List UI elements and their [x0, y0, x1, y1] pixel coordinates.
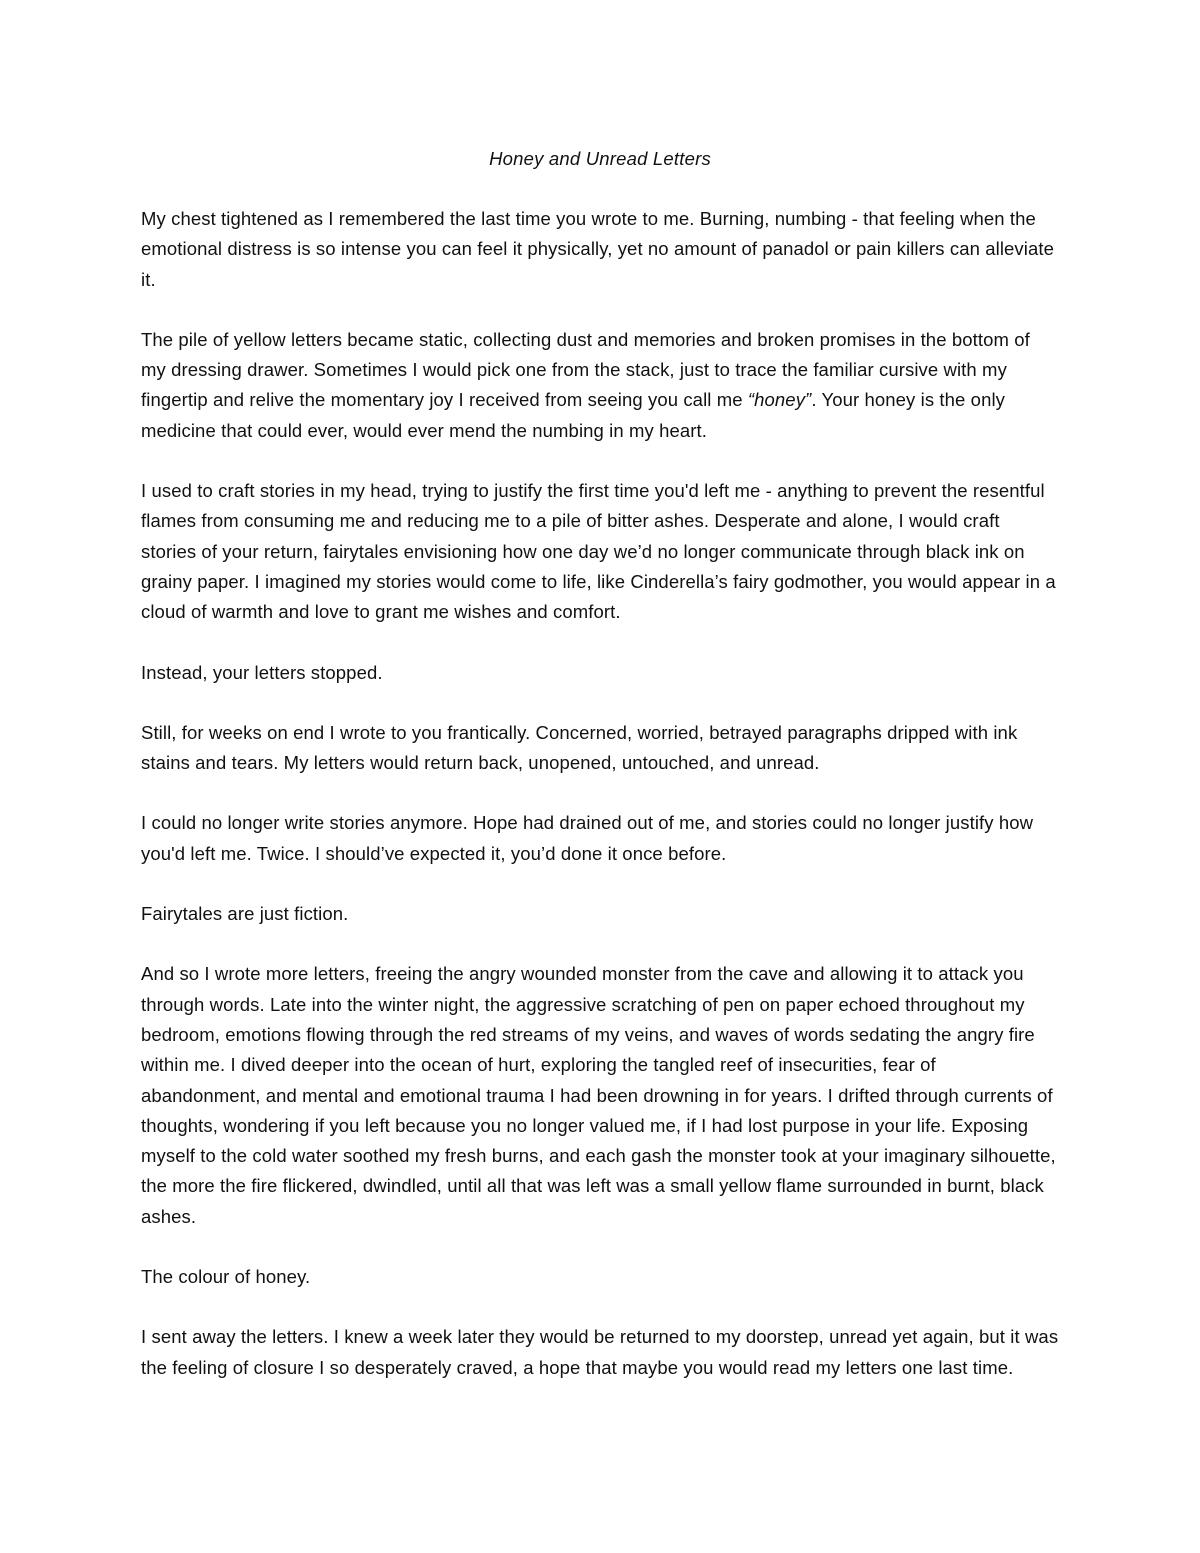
paragraph-5: Still, for weeks on end I wrote to you frantically. Concerned, worried, betrayed paragraphs dripped with ink stains and tears. My letters would return back, unopened, untouched, and unread.	[141, 721, 1018, 774]
paragraph-1: My chest tightened as I remembered the last time you wrote to me. Burning, numbing - that feeling when the emotional distress is so intense you can feel it physically, yet no amount of panadol or pain killers can alleviate it.	[141, 208, 1055, 290]
paragraph-2-text-end: . Your honey is the only medicine that could ever, would ever mend the numbing in my heart.	[141, 389, 1006, 441]
paragraph-2-text-start: The pile of yellow letters became static, collecting dust and memories and broken promises in the bottom of my dressing drawer. Sometimes I would pick one from the stack, just to trace the familiar cursive with my fingertip and relive the momentary joy I received from seeing you call me	[141, 328, 1030, 411]
paragraph-4: Instead, your letters stopped.	[141, 661, 383, 683]
document-title: Honey and Unread Letters	[489, 148, 711, 169]
paragraph-7: Fairytales are just fiction.	[141, 903, 349, 925]
paragraph-9: The colour of honey.	[141, 1266, 311, 1288]
document-page	[141, 136, 1059, 1383]
paragraph-2	[141, 325, 1059, 446]
paragraph-2-honey-quote: “honey”	[747, 389, 812, 411]
paragraph-10: I sent away the letters. I knew a week later they would be returned to my doorstep, unread yet again, but it was the feeling of closure I so desperately craved, a hope that maybe you would read my letters one last time.	[141, 1326, 1059, 1378]
paragraph-3: I used to craft stories in my head, trying to justify the first time you'd left me - anything to prevent the resentful flames from consuming me and reducing me to a pile of bitter ashes. Desperate and alone, I would craft stories of your return, fairytales envisioning how one day we’d no longer communicate through black ink on grainy paper. I imagined my stories would come to life, like Cinderella’s fairy godmother, you would appear in a cloud of warmth and love to grant me wishes and comfort.	[141, 480, 1056, 623]
paragraph-8: And so I wrote more letters, freeing the angry wounded monster from the cave and allowing it to attack you through words. Late into the winter night, the aggressive scratching of pen on paper echoed throughout my bedroom, emotions flowing through the red streams of my veins, and waves of words sedating the angry fire within me. I dived deeper into the ocean of hurt, exploring the tangled reef of insecurities, fear of abandonment, and mental and emotional trauma I had been drowning in for years. I drifted through currents of thoughts, wondering if you left because you no longer valued me, if I had lost purpose in your life. Exposing myself to the cold water soothed my fresh burns, and each gash the monster took at your imaginary silhouette, the more the fire flickered, dwindled, until all that was left was a small yellow flame surrounded in burnt, black ashes.	[141, 963, 1056, 1227]
paragraph-6: I could no longer write stories anymore. Hope had drained out of me, and stories could no longer justify how you'd left me. Twice. I should’ve expected it, you’d done it once before.	[141, 812, 1034, 864]
